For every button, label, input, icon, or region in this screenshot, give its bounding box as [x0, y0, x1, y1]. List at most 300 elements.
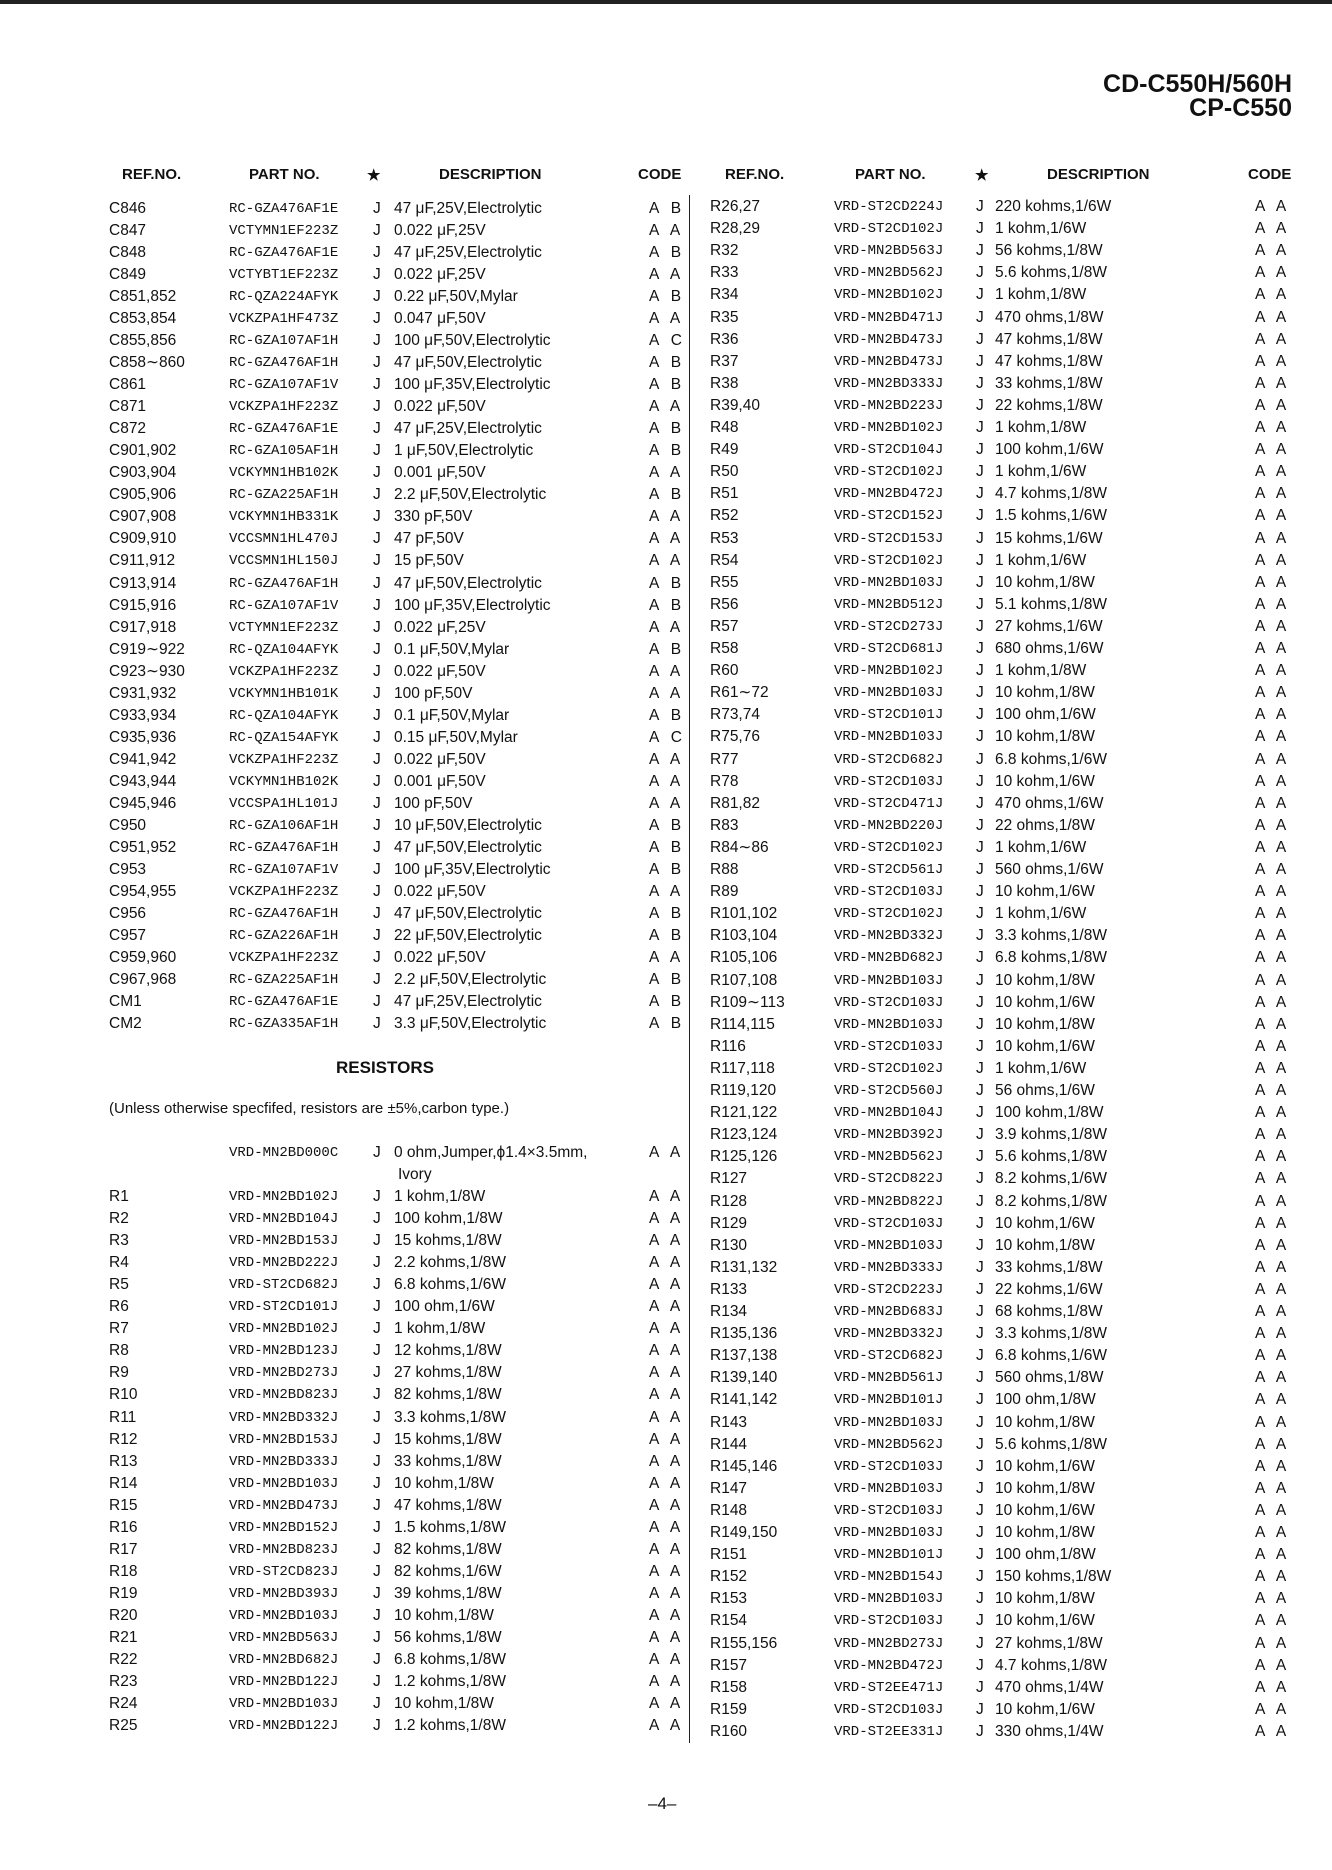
cell-mark: J: [373, 596, 381, 614]
cell-part-no: VRD-ST2CD101J: [834, 707, 944, 724]
cell-mark: J: [976, 617, 984, 635]
cell-description: 560 ohms,1/6W: [995, 861, 1104, 878]
cell-ref: R121,122: [710, 1104, 778, 1122]
cell-mark: J: [373, 662, 381, 680]
cell-ref: R149,150: [710, 1524, 778, 1541]
cell-mark: J: [373, 486, 381, 504]
cell-code: A B: [649, 200, 686, 217]
cell-code: A A: [1255, 1082, 1291, 1099]
cell-ref: C905,906: [109, 486, 177, 504]
cell-part-no: VRD-ST2CD560J: [834, 1083, 944, 1099]
cell-part-no: RC-GZA476AF1E: [229, 245, 339, 262]
cell-description: 470 ohms,1/8W: [995, 308, 1104, 326]
cell-description: 100 μF,35V,Electrolytic: [394, 376, 551, 394]
cell-part-no: VRD-MN2BD152J: [229, 1519, 339, 1536]
cell-mark: J: [373, 1606, 381, 1624]
cell-part-no: VRD-ST2CD102J: [834, 552, 944, 569]
cell-mark: J: [373, 530, 381, 548]
cell-code: A A: [1255, 441, 1291, 459]
cell-ref: R83: [710, 816, 739, 834]
cell-code: A A: [1255, 993, 1291, 1011]
cell-part-no: VRD-MN2BD103J: [834, 972, 944, 989]
cell-code: A A: [1255, 551, 1291, 569]
header-part-left: PART NO.: [249, 166, 320, 183]
cell-code: A A: [649, 882, 685, 900]
cell-part-no: VRD-MN2BD222J: [229, 1255, 339, 1272]
cell-description: 100 ohm,1/8W: [995, 1546, 1096, 1564]
cell-mark: J: [373, 200, 381, 217]
cell-mark: J: [373, 750, 381, 768]
cell-ref: R77: [710, 750, 739, 768]
cell-description: 1 kohm,1/6W: [995, 463, 1087, 481]
cell-code: A A: [649, 1695, 685, 1713]
cell-part-no: VRD-MN2BD102J: [229, 1321, 339, 1338]
cell-part-no: VRD-MN2BD103J: [834, 1525, 944, 1541]
cell-ref: R159: [710, 1700, 748, 1718]
cell-mark: J: [373, 552, 381, 570]
cell-part-no: VRD-ST2EE331J: [834, 1723, 944, 1740]
cell-code: A B: [649, 904, 686, 922]
cell-code: A B: [649, 706, 686, 724]
cell-description: 100 pF,50V: [394, 684, 473, 702]
cell-code: A A: [1255, 1170, 1291, 1188]
cell-mark: J: [373, 1518, 381, 1536]
cell-part-no: VRD-ST2CD103J: [834, 994, 944, 1011]
cell-part-no: VRD-ST2CD102J: [834, 464, 944, 481]
cell-code: A A: [1255, 706, 1291, 724]
cell-ref: R51: [710, 485, 739, 503]
cell-code: A A: [1255, 728, 1291, 746]
cell-description: 5.6 kohms,1/8W: [995, 264, 1107, 282]
cell-code: A A: [1255, 1568, 1291, 1586]
cell-mark: J: [976, 595, 984, 613]
cell-description: 10 kohm,1/6W: [995, 1214, 1095, 1232]
cell-part-no: VRD-MN2BD822J: [834, 1193, 944, 1210]
cell-part-no: VRD-MN2BD333J: [834, 1259, 944, 1276]
cell-description: 47 μF,50V,Electrolytic: [394, 904, 542, 922]
cell-ref: R127: [710, 1170, 748, 1188]
cell-description: 10 kohm,1/6W: [995, 993, 1095, 1011]
cell-description: 10 kohm,1/8W: [995, 1236, 1095, 1254]
cell-description: 10 kohm,1/6W: [995, 1700, 1095, 1718]
cell-ref: C956: [109, 904, 147, 922]
cell-part-no: VRD-MN2BD563J: [229, 1630, 339, 1646]
cell-part-no: RC-GZA226AF1H: [229, 927, 339, 944]
cell-part-no: VRD-MN2BD333J: [834, 375, 944, 392]
cell-mark: J: [976, 838, 984, 856]
cell-description: 100 μF,35V,Electrolytic: [394, 596, 551, 614]
cell-ref: C943,944: [109, 772, 177, 790]
cell-description: 10 kohm,1/6W: [995, 883, 1095, 901]
cell-part-no: VRD-ST2CD152J: [834, 508, 944, 525]
cell-part-no: VCTYMN1EF223Z: [229, 619, 339, 636]
cell-code: A A: [649, 1651, 685, 1669]
cell-ref: R81,82: [710, 794, 760, 812]
cell-description: 1.5 kohms,1/6W: [995, 507, 1107, 525]
cell-part-no: VCKYMN1HB331K: [229, 509, 339, 526]
cell-ref: R119,120: [710, 1082, 777, 1099]
cell-part-no: VRD-MN2BD103J: [834, 685, 944, 702]
cell-mark: J: [976, 419, 984, 436]
cell-ref: R38: [710, 374, 739, 392]
cell-part-no: RC-GZA476AF1E: [229, 201, 339, 217]
cell-part-no: VRD-MN2BD563J: [834, 243, 944, 260]
cell-ref: R129: [710, 1214, 748, 1232]
cell-description: 0.15 μF,50V,Mylar: [394, 728, 518, 746]
cell-ref: R101,102: [710, 905, 778, 923]
cell-code: A A: [1255, 750, 1291, 768]
cell-code: A A: [1255, 1524, 1291, 1541]
cell-description: 1.2 kohms,1/8W: [394, 1673, 506, 1691]
cell-ref: R158: [710, 1678, 748, 1696]
cell-part-no: RC-QZA224AFYK: [229, 289, 339, 306]
cell-description: 82 kohms,1/8W: [394, 1540, 502, 1558]
cell-code: A A: [649, 750, 685, 768]
cell-description: 82 kohms,1/8W: [394, 1386, 502, 1404]
cell-code: A A: [1255, 816, 1291, 834]
cell-ref: R160: [710, 1722, 748, 1740]
cell-description: 56 kohms,1/8W: [394, 1629, 502, 1646]
cell-description: 10 kohm,1/8W: [995, 1015, 1095, 1033]
cell-mark: J: [976, 905, 984, 923]
cell-part-no: RC-GZA106AF1H: [229, 817, 339, 834]
cell-part-no: VRD-MN2BD103J: [834, 1237, 944, 1254]
cell-code: A A: [1255, 507, 1291, 525]
cell-description: 330 ohms,1/4W: [995, 1722, 1104, 1740]
cell-part-no: VRD-MN2BD101J: [834, 1547, 944, 1564]
cell-code: A A: [1255, 374, 1291, 392]
cell-ref: R89: [710, 883, 739, 901]
cell-description: 33 kohms,1/8W: [995, 1258, 1103, 1276]
cell-mark: J: [373, 728, 381, 746]
cell-ref: C847: [109, 222, 147, 240]
cell-code: A B: [649, 838, 686, 856]
cell-mark: J: [976, 220, 984, 238]
cell-code: A A: [1255, 1059, 1291, 1077]
cell-mark: J: [373, 618, 381, 636]
cell-part-no: VRD-MN2BD103J: [834, 1016, 944, 1033]
cell-mark: J: [373, 420, 381, 438]
cell-mark: J: [373, 971, 381, 989]
cell-part-no: VCKZPA1HF473Z: [229, 311, 339, 328]
cell-description: 0.022 μF,50V: [394, 398, 486, 416]
cell-ref: C967,968: [109, 971, 177, 989]
cell-code: A A: [1255, 330, 1291, 348]
cell-ref: R12: [109, 1430, 138, 1448]
cell-code: A A: [649, 1562, 685, 1580]
cell-ref: C861: [109, 376, 147, 394]
cell-code: A A: [649, 949, 685, 967]
model-line-2: CP-C550: [1189, 94, 1292, 122]
cell-mark: J: [976, 816, 984, 834]
cell-part-no: VCKZPA1HF223Z: [229, 950, 339, 967]
cell-ref: R16: [109, 1518, 138, 1536]
cell-code: A A: [1255, 617, 1291, 635]
cell-ref: R53: [710, 529, 739, 547]
cell-code: A A: [649, 310, 685, 328]
cell-part-no: VCKZPA1HF223Z: [229, 399, 339, 416]
cell-code: A B: [649, 816, 686, 834]
cell-mark: J: [373, 1364, 381, 1382]
cell-part-no: VRD-ST2CD682J: [229, 1277, 339, 1294]
cell-ref: R49: [710, 441, 739, 459]
cell-ref: R117,118: [710, 1059, 775, 1077]
cell-description: 470 ohms,1/4W: [995, 1678, 1104, 1696]
cell-ref: R107,108: [710, 971, 778, 989]
cell-description: 27 kohms,1/6W: [995, 617, 1103, 635]
cell-mark: J: [976, 1546, 984, 1564]
cell-mark: J: [976, 1634, 984, 1652]
cell-mark: J: [976, 1391, 984, 1409]
cell-mark: J: [373, 949, 381, 967]
cell-part-no: VCTYMN1EF223Z: [229, 223, 339, 240]
cell-ref: C871: [109, 398, 147, 416]
cell-code: A A: [649, 772, 685, 790]
cell-part-no: VRD-MN2BD103J: [229, 1607, 339, 1624]
cell-part-no: VRD-MN2BD000C: [229, 1145, 339, 1161]
cell-part-no: VRD-ST2CD682J: [834, 751, 944, 768]
model-title: [1103, 72, 1292, 120]
cell-part-no: VRD-MN2BD393J: [229, 1585, 339, 1602]
cell-code: A A: [1255, 1546, 1291, 1564]
cell-mark: J: [976, 1347, 984, 1365]
cell-description: 6.8 kohms,1/6W: [394, 1276, 506, 1294]
cell-part-no: VRD-MN2BD333J: [229, 1453, 339, 1470]
cell-description: 5.6 kohms,1/8W: [995, 1148, 1107, 1166]
cell-description: 10 kohm,1/6W: [995, 1612, 1095, 1630]
cell-mark: J: [976, 927, 984, 945]
cell-ref: R73,74: [710, 706, 760, 724]
cell-code: A A: [1255, 772, 1291, 790]
cell-part-no: VRD-MN2BD103J: [834, 1480, 944, 1497]
cell-mark: J: [976, 1059, 984, 1077]
cell-part-no: RC-GZA476AF1E: [229, 994, 339, 1011]
cell-code: A A: [649, 1364, 685, 1382]
cell-code: A B: [649, 926, 686, 944]
cell-part-no: VRD-MN2BD273J: [229, 1365, 339, 1382]
cell-part-no: VRD-MN2BD102J: [834, 663, 944, 680]
cell-part-no: VRD-ST2CD103J: [834, 1038, 944, 1055]
cell-ref: R54: [710, 551, 739, 569]
cell-ref: R143: [710, 1413, 748, 1431]
cell-mark: J: [976, 1457, 984, 1475]
cell-part-no: VRD-MN2BD103J: [834, 1414, 944, 1431]
cell-ref: C941,942: [109, 750, 177, 768]
cell-part-no: VRD-ST2CD103J: [834, 1613, 944, 1630]
cell-code: A A: [649, 1474, 685, 1492]
cell-part-no: VRD-ST2CD682J: [834, 1348, 944, 1365]
cell-ref: C848: [109, 244, 147, 262]
cell-part-no: VRD-ST2CD223J: [834, 1281, 944, 1298]
cell-ref: R4: [109, 1254, 129, 1272]
cell-mark: J: [373, 1298, 381, 1316]
cell-description: 1.5 kohms,1/8W: [394, 1518, 506, 1536]
cell-description: 15 pF,50V: [394, 552, 464, 570]
cell-description: 10 kohm,1/6W: [995, 1501, 1095, 1519]
cell-part-no: VRD-MN2BD562J: [834, 1149, 944, 1166]
cell-description: 0.022 μF,50V: [394, 750, 486, 768]
cell-code: A B: [649, 596, 686, 614]
cell-mark: J: [976, 1479, 984, 1497]
cell-part-no: RC-QZA104AFYK: [229, 707, 339, 724]
cell-description: 1 kohm,1/6W: [995, 551, 1087, 569]
cell-part-no: VRD-MN2BD472J: [834, 1657, 944, 1674]
cell-mark: J: [373, 464, 381, 482]
cell-ref: R1: [109, 1188, 129, 1205]
cell-description: 6.8 kohms,1/6W: [995, 750, 1107, 768]
cell-ref: R23: [109, 1673, 138, 1691]
cell-ref: R3: [109, 1232, 129, 1250]
cell-description: 10 kohm,1/8W: [394, 1695, 494, 1713]
cell-description: 0.022 μF,50V: [394, 882, 486, 900]
cell-code: A A: [1255, 1148, 1291, 1166]
cell-mark: J: [373, 1540, 381, 1558]
cell-code: A A: [1255, 861, 1291, 878]
cell-code: A A: [649, 552, 685, 570]
cell-description: 10 kohm,1/6W: [995, 1037, 1095, 1055]
cell-ref: R154: [710, 1612, 748, 1630]
cell-ref: C911,912: [109, 552, 176, 570]
cell-mark: J: [976, 330, 984, 348]
cell-ref: C959,960: [109, 949, 177, 967]
cell-description: 47 kohms,1/8W: [394, 1496, 502, 1514]
cell-part-no: VCKZPA1HF223Z: [229, 751, 339, 768]
cell-code: A A: [1255, 1457, 1291, 1475]
cell-part-no: VCTYBT1EF223Z: [229, 267, 339, 284]
cell-part-no: VRD-ST2CD102J: [834, 221, 944, 238]
cell-description: 470 ohms,1/6W: [995, 794, 1104, 812]
cell-description: 1 kohm,1/6W: [995, 838, 1087, 856]
cell-part-no: VRD-MN2BD471J: [834, 309, 944, 326]
cell-mark: J: [976, 308, 984, 326]
cell-description: 0.022 μF,50V: [394, 949, 486, 967]
cell-ref: R152: [710, 1568, 748, 1586]
cell-description: 1.2 kohms,1/8W: [394, 1717, 506, 1735]
cell-ref: R35: [710, 308, 739, 326]
cell-mark: J: [976, 684, 984, 702]
cell-mark: J: [976, 1413, 984, 1431]
cell-ref: C909,910: [109, 530, 177, 548]
cell-code: A A: [1255, 1015, 1291, 1033]
cell-part-no: VRD-MN2BD332J: [834, 1326, 944, 1343]
cell-part-no: RC-QZA104AFYK: [229, 641, 339, 658]
cell-part-no: VRD-MN2BD103J: [834, 574, 944, 591]
cell-ref: R148: [710, 1501, 748, 1519]
cell-code: A A: [649, 1320, 685, 1338]
cell-part-no: VRD-MN2BD154J: [834, 1569, 944, 1586]
cell-mark: J: [976, 1303, 984, 1320]
cell-code: A A: [1255, 264, 1291, 282]
cell-ref: R14: [109, 1474, 138, 1492]
cell-mark: J: [373, 772, 381, 790]
cell-code: A A: [649, 618, 685, 636]
cell-part-no: VCKYMN1HB101K: [229, 685, 339, 702]
cell-description: 0 ohm,Jumper,ϕ1.4×3.5mm,: [394, 1144, 588, 1161]
cell-description: 1 kohm,1/8W: [995, 662, 1087, 680]
cell-ref: R139,140: [710, 1369, 778, 1387]
cell-description: 680 ohms,1/6W: [995, 640, 1104, 657]
cell-ref: C913,914: [109, 574, 177, 592]
cell-code: A A: [1255, 1192, 1291, 1210]
cell-part-no: RC-GZA105AF1H: [229, 443, 339, 460]
cell-ref: CM1: [109, 993, 142, 1011]
cell-code: A A: [1255, 1722, 1291, 1740]
cell-part-no: RC-QZA154AFYK: [229, 729, 339, 746]
cell-mark: J: [373, 288, 381, 306]
cell-mark: J: [976, 507, 984, 525]
cell-code: A A: [649, 1430, 685, 1448]
cell-ref: C917,918: [109, 618, 177, 636]
cell-mark: J: [373, 1408, 381, 1426]
cell-mark: J: [373, 882, 381, 900]
cell-part-no: RC-GZA107AF1V: [229, 597, 339, 614]
cell-part-no: VRD-ST2CD103J: [834, 1458, 944, 1475]
cell-mark: J: [976, 198, 984, 215]
cell-description: 47 pF,50V: [394, 530, 464, 548]
page-number: –4–: [648, 1794, 677, 1813]
cell-code: A A: [1255, 883, 1291, 901]
cell-description: 0.022 μF,25V: [394, 266, 486, 284]
cell-part-no: VRD-MN2BD102J: [834, 287, 944, 304]
cell-code: A A: [649, 1584, 685, 1602]
cell-ref: R125,126: [710, 1148, 778, 1166]
cell-mark: J: [976, 1325, 984, 1343]
cell-code: A A: [649, 1629, 685, 1646]
cell-mark: J: [373, 993, 381, 1011]
cell-mark: J: [976, 993, 984, 1011]
cell-code: A B: [649, 288, 686, 306]
cell-description: 5.6 kohms,1/8W: [995, 1435, 1107, 1453]
cell-mark: J: [373, 794, 381, 812]
cell-ref: C872: [109, 420, 147, 438]
cell-part-no: VRD-MN2BD683J: [834, 1304, 944, 1320]
cell-part-no: VRD-ST2CD822J: [834, 1171, 944, 1188]
cell-code: A A: [1255, 352, 1291, 370]
cell-part-no: VRD-ST2CD101J: [229, 1299, 339, 1316]
cell-ref: R109∼113: [710, 993, 785, 1011]
cell-ref: R155,156: [710, 1634, 778, 1652]
cell-description: 47 μF,25V,Electrolytic: [394, 993, 542, 1011]
cell-ref: R75,76: [710, 728, 760, 746]
cell-description: 10 kohm,1/8W: [394, 1606, 494, 1624]
cell-mark: J: [976, 706, 984, 724]
cell-mark: J: [976, 1369, 984, 1387]
cell-description: 27 kohms,1/8W: [394, 1364, 502, 1382]
cell-description: 4.7 kohms,1/8W: [995, 485, 1107, 503]
cell-part-no: VCCSMN1HL150J: [229, 553, 339, 570]
cell-mark: J: [373, 1651, 381, 1669]
cell-description: 15 kohms,1/6W: [995, 529, 1103, 547]
cell-code: A A: [649, 1673, 685, 1691]
cell-ref: R60: [710, 662, 739, 680]
cell-code: A A: [1255, 529, 1291, 547]
cell-description: 0.22 μF,50V,Mylar: [394, 288, 518, 306]
cell-description: 1 μF,50V,Electrolytic: [394, 442, 534, 460]
cell-ref: R17: [109, 1540, 138, 1558]
cell-mark: J: [976, 1126, 984, 1144]
cell-part-no: VRD-ST2CD102J: [834, 1060, 944, 1077]
cell-mark: J: [976, 286, 984, 304]
cell-mark: J: [373, 354, 381, 372]
cell-mark: J: [976, 573, 984, 591]
cell-description: 220 kohms,1/6W: [995, 198, 1112, 215]
cell-mark: J: [976, 396, 984, 414]
cell-code: A B: [649, 640, 686, 658]
cell-mark: J: [976, 1037, 984, 1055]
cell-ref: R48: [710, 419, 739, 436]
cell-description: 22 kohms,1/8W: [995, 396, 1103, 414]
cell-code: A A: [1255, 927, 1291, 945]
